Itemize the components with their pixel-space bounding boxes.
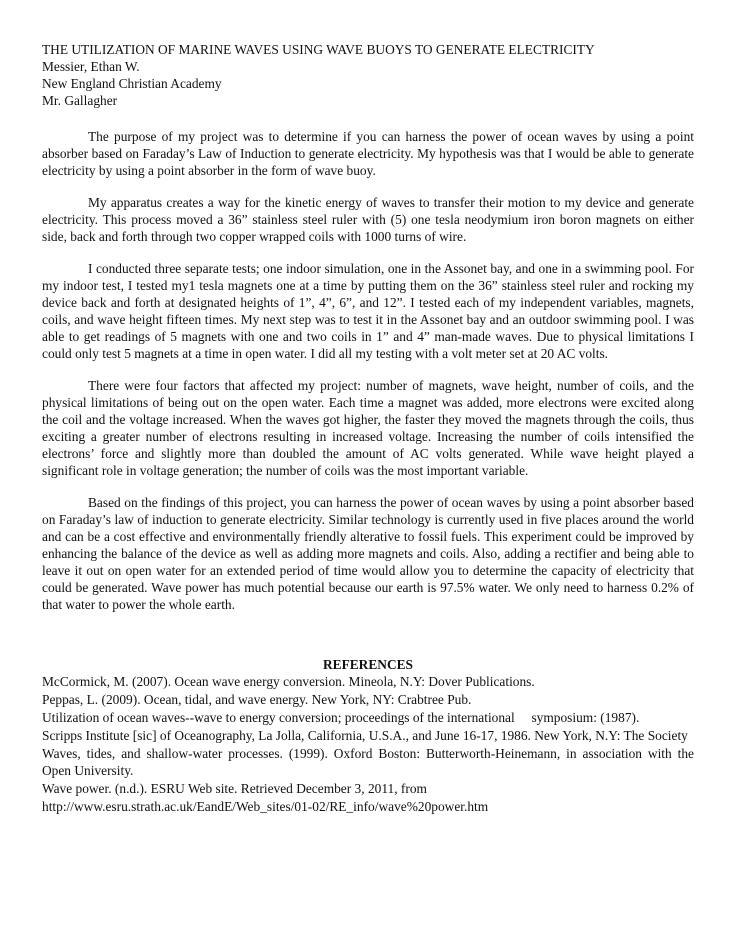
reference-item: Waves, tides, and shallow-water processes. (1999). Oxford Boston: Butterworth-Heinemann, in association with the Open University. bbox=[42, 746, 694, 778]
reference-item: Wave power. (n.d.). ESRU Web site. Retrieved December 3, 2011, from bbox=[42, 781, 427, 796]
reference-url: http://www.esru.strath.ac.uk/EandE/Web_sites/01-02/RE_info/wave%20power.htm bbox=[42, 799, 489, 814]
school-name: New England Christian Academy bbox=[42, 76, 222, 91]
paragraph-purpose: The purpose of my project was to determine if you can harness the power of ocean waves by using a point absorber based on Faraday’s Law of Induction to generate electricity. My hypothesis was that I would be able to generate electricity by using a point absorber in the form of wave buoy. bbox=[42, 129, 694, 178]
paragraph-factors: There were four factors that affected my project: number of magnets, wave height, number of coils, and the physical limitations of being out on the open water. Each time a magnet was added, more electrons were excited along the coil and the voltage increased. When the waves got higher, the faster they moved the magnets through the coils, thus exciting a greater number of electrons resulting in increased voltage. Increasing the number of coils intensified the electrons’ force and slightly more than doubled the amount of AC volts generated. While wave height played a significant role in voltage generation; the number of coils was the most important variable. bbox=[42, 378, 694, 478]
references-heading: REFERENCES bbox=[322, 657, 414, 672]
paragraph-tests: I conducted three separate tests; one indoor simulation, one in the Assonet bay, and one in a swimming pool. For my indoor test, I tested my1 tesla magnets one at a time by putting them on the 36” stainless steel ruler and rocking my device back and forth at designated heights of 1”, 4”, 6”, and 12”. I tested each of my independent variables, magnets, coils, and wave height fifteen times. My next step was to test it in the Assonet bay and an outdoor swimming pool. I was able to get readings of 5 magnets with one and two coils in 1” and 4” man-made waves. Due to physical limitations I could only test 5 magnets at a time in open water. I did all my testing with a volt meter set at 20 AC volts. bbox=[42, 261, 694, 361]
reference-item: Scripps Institute [sic] of Oceanography, La Jolla, California, U.S.A., and June 16-17, 1986. New York, N.Y: The Society bbox=[42, 728, 688, 743]
document-title: THE UTILIZATION OF MARINE WAVES USING WAVE BUOYS TO GENERATE ELECTRICITY bbox=[42, 42, 595, 57]
reference-item: McCormick, M. (2007). Ocean wave energy conversion. Mineola, N.Y: Dover Publications. bbox=[42, 674, 535, 689]
reference-item: Utilization of ocean waves--wave to energy conversion; proceedings of the international symposium: (1987). bbox=[42, 710, 640, 725]
reference-item: Peppas, L. (2009). Ocean, tidal, and wave energy. New York, NY: Crabtree Pub. bbox=[42, 692, 472, 707]
paragraph-conclusion: Based on the findings of this project, you can harness the power of ocean waves by using a point absorber based on Faraday’s law of induction to generate electricity. Similar technology is currently used in five places around the world and can be a cost effective and environmentally friendly alterative to fossil fuels. This experiment could be improved by enhancing the balance of the device as well as adding more magnets and coils. Also, adding a rectifier and being able to leave it out on open water for an extended period of time would allow you to determine the capacity of electricity that could be generated. Wave power has much potential because our earth is 97.5% water. We only need to harness 0.2% of that water to power the whole earth. bbox=[42, 495, 694, 612]
teacher-name: Mr. Gallagher bbox=[42, 93, 118, 108]
author-name: Messier, Ethan W. bbox=[42, 59, 140, 74]
document-page bbox=[42, 41, 694, 816]
abstract-body bbox=[42, 128, 694, 613]
references-section bbox=[42, 656, 694, 815]
paragraph-apparatus: My apparatus creates a way for the kinetic energy of waves to transfer their motion to my device and generate electricity. This process moved a 36” stainless steel ruler with (5) one tesla neodymium iron boron magnets on either side, back and forth through two copper wrapped coils with 1000 turns of wire. bbox=[42, 195, 694, 244]
document-header bbox=[42, 41, 694, 109]
